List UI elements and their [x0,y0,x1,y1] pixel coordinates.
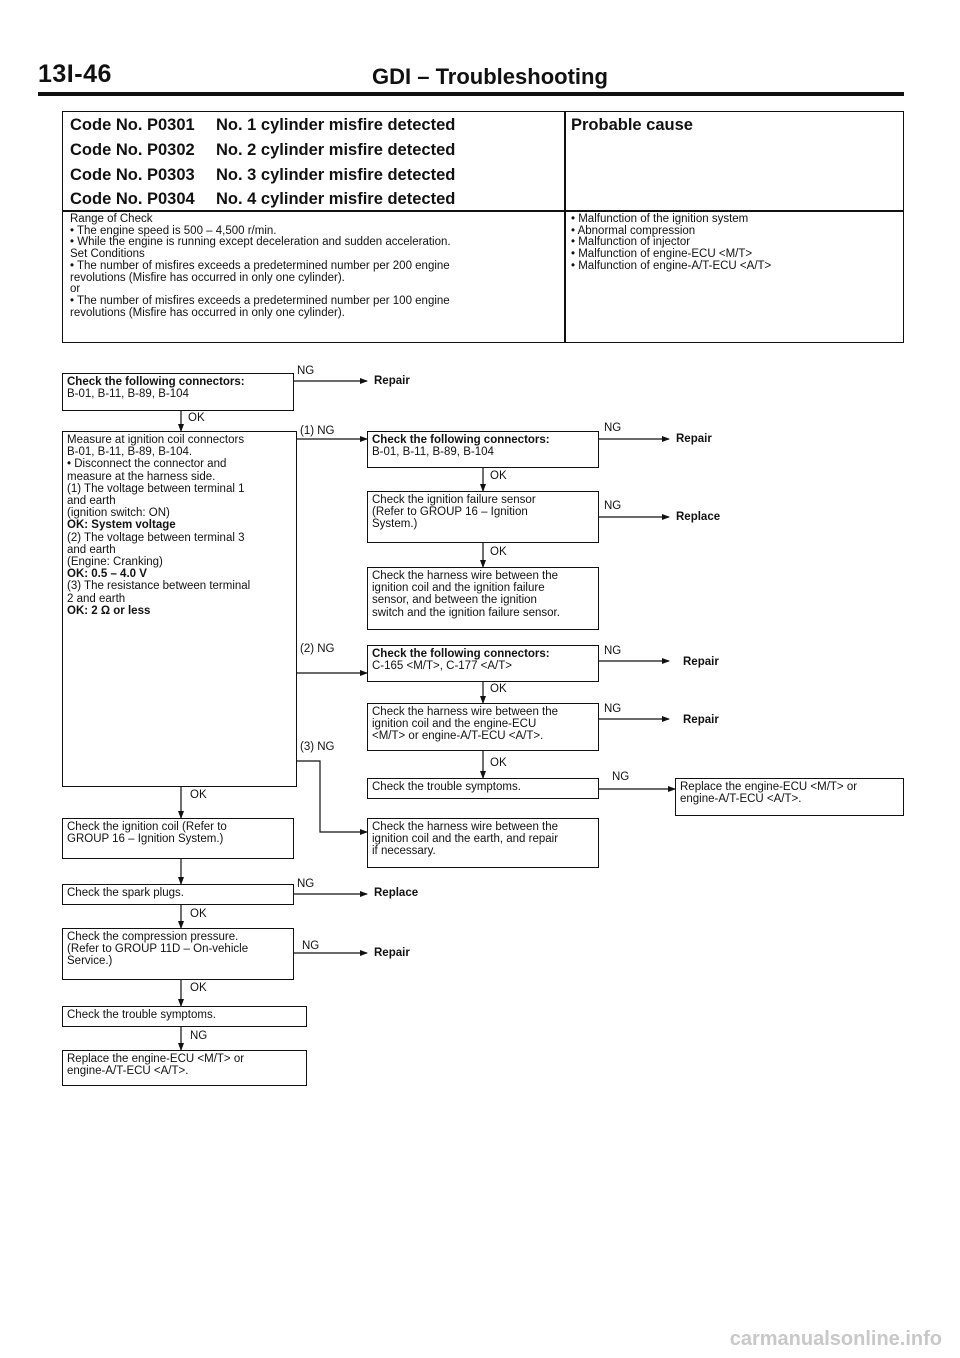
flow-box-check-harness-earth [367,818,599,868]
box-text: B-01, B-11, B-89, B-104. [67,446,193,459]
page-number: 13I-46 [38,60,112,88]
ng-label: NG [302,940,320,952]
ok-label: OK [490,683,507,695]
flow-box-check-ignition-coil [62,818,294,859]
result-repair: Repair [374,375,410,387]
ng1-label: (1) NG [300,425,335,437]
condition-line: or [70,283,81,296]
cause-line: • Malfunction of engine-ECU <M/T> [571,248,753,261]
condition-line: • The engine speed is 500 – 4,500 r/min. [70,224,277,237]
box-text: Check the following connectors: [67,376,245,388]
box-text: <M/T> or engine-A/T-ECU <A/T>. [372,730,544,743]
box-text: Check the compression pressure. [67,931,239,943]
box-text: Check the spark plugs. [67,887,184,899]
box-text: Check the harness wire between the [372,821,559,833]
ng-label: NG [612,771,630,783]
box-text: engine-A/T-ECU <A/T>. [680,793,802,806]
flow-box-check-connectors-1 [62,373,294,411]
condition-line: Range of Check [70,213,153,225]
box-text: (1) The voltage between terminal 1 [67,482,245,495]
cause-line: • Abnormal compression [571,224,696,237]
box-text: GROUP 16 – Ignition System.) [67,833,224,846]
box-text: Check the trouble symptoms. [67,1009,216,1021]
code-p0304-desc: No. 4 cylinder misfire detected [216,190,456,208]
flow-box-check-trouble-symptoms-1 [367,778,599,799]
box-text: (Refer to GROUP 16 – Ignition [372,506,528,519]
box-text: OK: System voltage [67,519,176,532]
box-text: ignition coil and the earth, and repair [372,833,559,846]
box-text: (Engine: Cranking) [67,556,163,569]
box-text: Check the following connectors: [372,648,550,660]
box-text: Check the ignition failure sensor [372,494,536,506]
code-p0304: Code No. P0304 [70,190,195,208]
flow-box-check-harness-sensor [367,567,599,630]
code-p0302: Code No. P0302 [70,141,195,159]
condition-line: Set Conditions [70,248,145,261]
box-text: ignition coil and the ignition failure [372,582,545,595]
box-text: Replace the engine-ECU <M/T> or [67,1053,245,1065]
flow-box-check-ignition-failure-sensor [367,491,599,543]
box-text: Measure at ignition coil connectors [67,434,245,446]
box-text: • Disconnect the connector and [67,458,227,471]
result-replace: Replace [676,511,721,523]
box-text: measure at the harness side. [67,470,216,483]
box-text: (3) The resistance between terminal [67,580,251,593]
box-text: Check the harness wire between the [372,570,559,582]
ng-label: NG [604,645,622,657]
box-text: if necessary. [372,845,436,858]
flow-box-check-trouble-symptoms-2 [62,1006,307,1027]
box-text: ignition coil and the engine-ECU [372,718,537,731]
box-text: (ignition switch: ON) [67,507,170,520]
box-text: B-01, B-11, B-89, B-104 [372,446,494,459]
flow-box-check-connectors-3 [367,645,599,682]
box-text: OK: 2 Ω or less [67,604,151,617]
box-text: Check the ignition coil (Refer to [67,821,227,833]
result-repair: Repair [676,433,712,445]
box-text: Service.) [67,955,113,968]
code-p0303: Code No. P0303 [70,166,195,184]
condition-line: • The number of misfires exceeds a predetermined number per 200 engine [70,259,450,272]
box-text: (Refer to GROUP 11D – On-vehicle [67,943,249,956]
box-text: and earth [67,543,116,556]
ng-label: NG [604,703,622,715]
box-text: Check the harness wire between the [372,706,559,718]
ng-label: NG [604,500,622,512]
ng-label: NG [297,365,315,377]
result-repair: Repair [683,656,719,668]
ok-label: OK [490,546,507,558]
box-text: Replace the engine-ECU <M/T> or [680,781,858,793]
flow-box-check-spark-plugs [62,884,294,905]
flow-box-measure-ignition-coil [62,431,297,787]
ok-label: OK [490,757,507,769]
box-text: engine-A/T-ECU <A/T>. [67,1065,189,1078]
result-replace: Replace [374,887,419,899]
ok-label: OK [190,908,207,920]
box-text: OK: 0.5 – 4.0 V [67,568,147,581]
flow-box-replace-ecu-1 [675,778,904,816]
ok-label: OK [490,470,507,482]
code-p0301-desc: No. 1 cylinder misfire detected [216,116,456,134]
page-title: GDI – Troubleshooting [372,64,608,89]
ok-label: OK [188,412,205,424]
box-text: B-01, B-11, B-89, B-104 [67,388,189,401]
box-text: (2) The voltage between terminal 3 [67,531,245,544]
box-text: switch and the ignition failure sensor. [372,606,560,619]
cause-line: • Malfunction of the ignition system [571,213,749,225]
ok-label: OK [190,789,207,801]
flow-box-check-harness-ecu [367,703,599,751]
ng-label: NG [297,878,315,890]
condition-line: revolutions (Misfire has occurred in only one cylinder). [70,306,345,319]
flow-box-check-connectors-2 [367,431,599,468]
box-text: System.) [372,518,418,531]
ng3-label: (3) NG [300,741,335,753]
box-text: 2 and earth [67,592,126,605]
ng-label: NG [604,422,622,434]
code-p0303-desc: No. 3 cylinder misfire detected [216,166,456,184]
flow-box-replace-ecu-2 [62,1050,307,1086]
box-text: C-165 <M/T>, C-177 <A/T> [372,660,512,673]
box-text: sensor, and between the ignition [372,594,537,607]
box-text: Check the trouble symptoms. [372,781,521,793]
probable-cause-header: Probable cause [571,116,693,134]
ok-label: OK [190,982,207,994]
condition-line: • While the engine is running except deceleration and sudden acceleration. [70,236,451,249]
result-repair: Repair [683,714,719,726]
result-repair: Repair [374,947,410,959]
box-text: and earth [67,495,116,508]
watermark: carmanualsonline.info [729,1328,942,1350]
cause-line: • Malfunction of injector [571,236,691,249]
condition-line: revolutions (Misfire has occurred in only one cylinder). [70,271,345,284]
flow-box-check-compression [62,928,294,980]
ng-label: NG [190,1030,208,1042]
ng2-label: (2) NG [300,643,335,655]
code-p0302-desc: No. 2 cylinder misfire detected [216,141,456,159]
condition-line: • The number of misfires exceeds a predetermined number per 100 engine [70,294,450,307]
box-text: Check the following connectors: [372,434,550,446]
code-p0301: Code No. P0301 [70,116,195,134]
cause-line: • Malfunction of engine-A/T-ECU <A/T> [571,259,772,272]
